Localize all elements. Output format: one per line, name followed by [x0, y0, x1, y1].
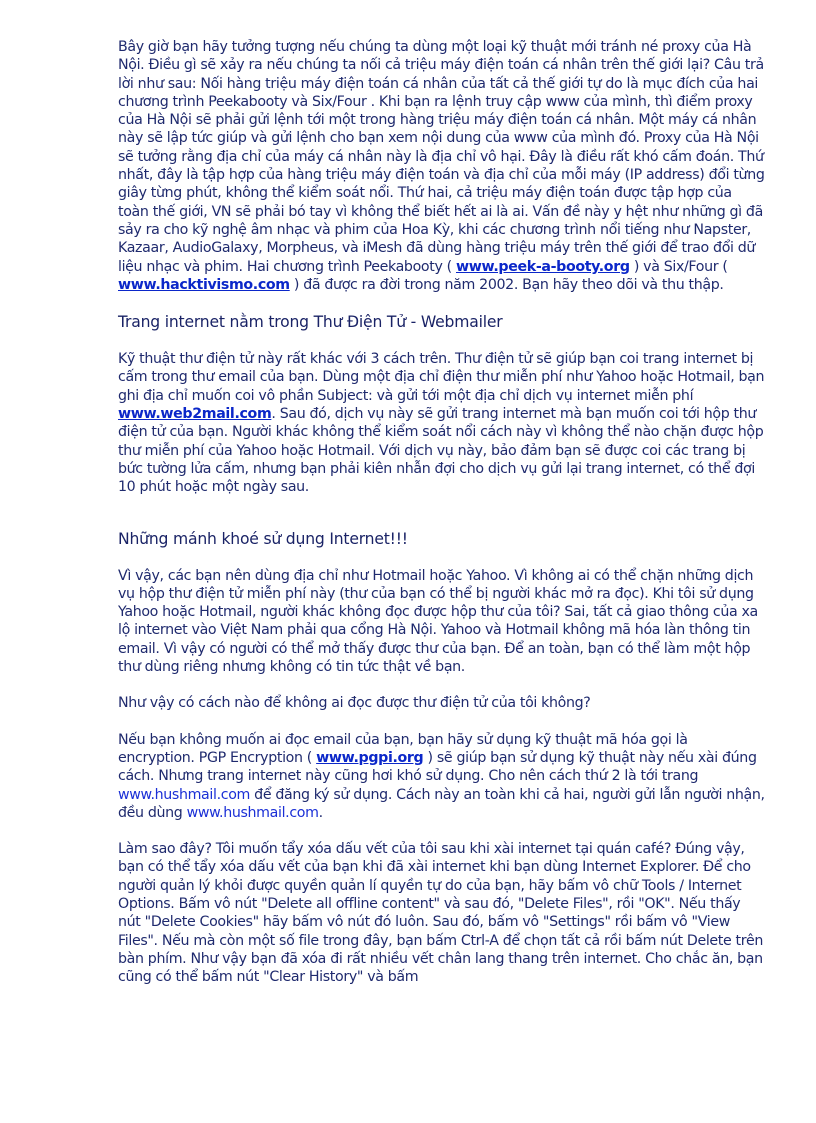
webmailer-text-end: . Sau đó, dịch vụ này sẽ gửi trang internet mà bạn muốn coi tới hộp thư điện tử của bạn. Người khác không thể kiểm soát nổi cách này vì không thể nào chặn được hộp thư miễn phí của Yahoo hoặc Hotmail. Với dịch vụ này, bảo đảm bạn sẽ được coi các trang bị bức tường lửa cấm, nhưng bạn phải kiên nhẫn đợi cho dịch vụ gửi lại trang internet, có thể đợi 10 phút hoặc một ngày sau. [118, 406, 764, 496]
intro-text-mid: ) và Six/Four ( [629, 258, 728, 275]
intro-paragraph [118, 38, 766, 294]
intro-text: Bây giờ bạn hãy tưởng tượng nếu chúng ta dùng một loại kỹ thuật mới tránh né proxy của Hà Nội. Điều gì sẽ xảy ra nếu chúng ta nối cả triệu máy điện toán cá nhân trên thế giới lại? Câu trả lời như sau: Nối hàng triệu máy điện toán cá nhân của tất cả thế giới tự do là mục đích của hai chương trình Peekabooty và Six/Four . Khi bạn ra lệnh truy cập www của mình, thì điểm proxy của Hà Nội sẽ phải gửi lệnh tới một trong hàng triệu máy điện toán cá nhân. Một máy cá nhân này sẽ lập tức giúp và gửi lệnh cho bạn xem nội dung của www của mình đó. Proxy của Hà Nội sẽ tưởng rằng địa chỉ của máy cá nhân này là địa chỉ vô hại. Đây là điều rất khó cấm đoán. Thứ nhất, đây là tập hợp của hàng triệu máy điện toán và địa chỉ của mỗi máy (IP address) đổi từng giây từng phút, không thể kiểm soát nổi. Thứ hai, cả triệu máy điện toán được tập hợp của toàn thế giới, VN sẽ phải bó tay vì không thể biết hết ai là ai. Vấn đề này y hệt như những gì đã sảy ra cho kỹ nghệ âm nhạc và phim của Hoa Kỳ, khi các chương trình nổi tiếng như Napster, Kazaar, AudioGalaxy, Morpheus, và iMesh đã dùng hàng triệu máy trên thế giới để trao đổi dữ liệu nhạc và phim. Hai chương trình Peekabooty ( [118, 39, 765, 275]
peek-a-booty-link[interactable]: www.peek-a-booty.org [456, 258, 630, 275]
encryption-text-mid: ) sẽ giúp bạn sử dụng kỹ thuật này nếu xài đúng cách. Nhưng trang internet này cũng hơi khó sử dụng. Cho nên cách thứ 2 là tới trang [118, 749, 757, 785]
document-page [118, 38, 766, 1004]
webmailer-heading: Trang internet nằm trong Thư Điện Tử - Webmailer [118, 313, 503, 332]
encryption-text-mid2: để đăng ký sử dụng. Cách này an toàn khi cả hai, người gửi lẫn người nhận, đều dùng [118, 786, 765, 821]
web2mail-link[interactable]: www.web2mail.com [118, 406, 272, 423]
webmailer-paragraph [118, 350, 766, 496]
encryption-text-end: . [318, 804, 323, 821]
hacktivismo-link[interactable]: www.hacktivismo.com [118, 276, 290, 293]
cleanup-paragraph: Làm sao đây? Tôi muốn tẩy xóa dấu vết của tôi sau khi xài internet tại quán café? Đúng vậy, bạn có thể tẩy xóa dấu vết của bạn khi đã xài internet khi bạn dùng Internet Explorer. Để cho người quản lý khỏi được quyền quản lí quyền tự do của bạn, hãy bấm vô chữ Tools / Internet Options. Bấm vô nút "Delete all offline content" và sau đó, "Delete Files", rồi "OK". Nếu thấy nút "Delete Cookies" hãy bấm vô nút đó luôn. Sau đó, bấm vô "Settings" rồi bấm vô "View Files". Nếu mà còn một số file trong đây, bạn bấm Ctrl-A để chọn tất cả rồi bấm nút Delete trên bàn phím. Như vậy bạn đã xóa đi rất nhiều vết chân lang thang trên internet. Cho chắc ăn, bạn cũng có thể bấm nút "Clear History" và bấm [118, 841, 763, 986]
tips-paragraph-1: Vì vậy, các bạn nên dùng địa chỉ như Hotmail hoặc Yahoo. Vì không ai có thể chặn những dịch vụ hộp thư điện tử miễn phí này (thư của bạn có thể bị người khác mở ra đọc). Khi tôi sử dụng Yahoo hoặc Hotmail, người khác không đọc được hộp thư của tôi? Sai, tất cả giao thông của xa lộ internet vào Việt Nam phải qua cổng Hà Nội. Yahoo và Hotmail không mã hóa làn thông tin email. Vì vậy có người có thể mở thấy được thư của bạn. Để an toàn, bạn có thể làm một hộp thư dùng riêng nhưng không có tin tức thật về bạn. [118, 567, 758, 676]
encryption-text: Nếu bạn không muốn ai đọc email của bạn, bạn hãy sử dụng kỹ thuật mã hóa gọi là encryption. PGP Encryption ( [118, 731, 688, 766]
encryption-paragraph [118, 731, 766, 822]
hushmail-link[interactable]: www.hushmail.com [118, 786, 250, 803]
tips-question: Như vậy có cách nào để không ai đọc được thư điện tử của tôi không? [118, 695, 591, 712]
webmailer-text: Kỹ thuật thư điện tử này rất khác với 3 cách trên. Thư điện tử sẽ giúp bạn coi trang internet bị cấm trong thư email của bạn. Dùng một địa chỉ điện thư miễn phí như Yahoo hoặc Hotmail, bạn ghi địa chỉ muốn coi vô phần Subject: và gửi tới một địa chỉ dịch vụ internet miễn phí [118, 351, 765, 404]
pgpi-link[interactable]: www.pgpi.org [316, 749, 424, 766]
intro-text-end: ) đã được ra đời trong năm 2002. Bạn hãy theo dõi và thu thập. [289, 276, 724, 293]
hushmail-link-2[interactable]: www.hushmail.com [186, 804, 319, 821]
tips-heading: Những mánh khoé sử dụng Internet!!! [118, 529, 408, 548]
